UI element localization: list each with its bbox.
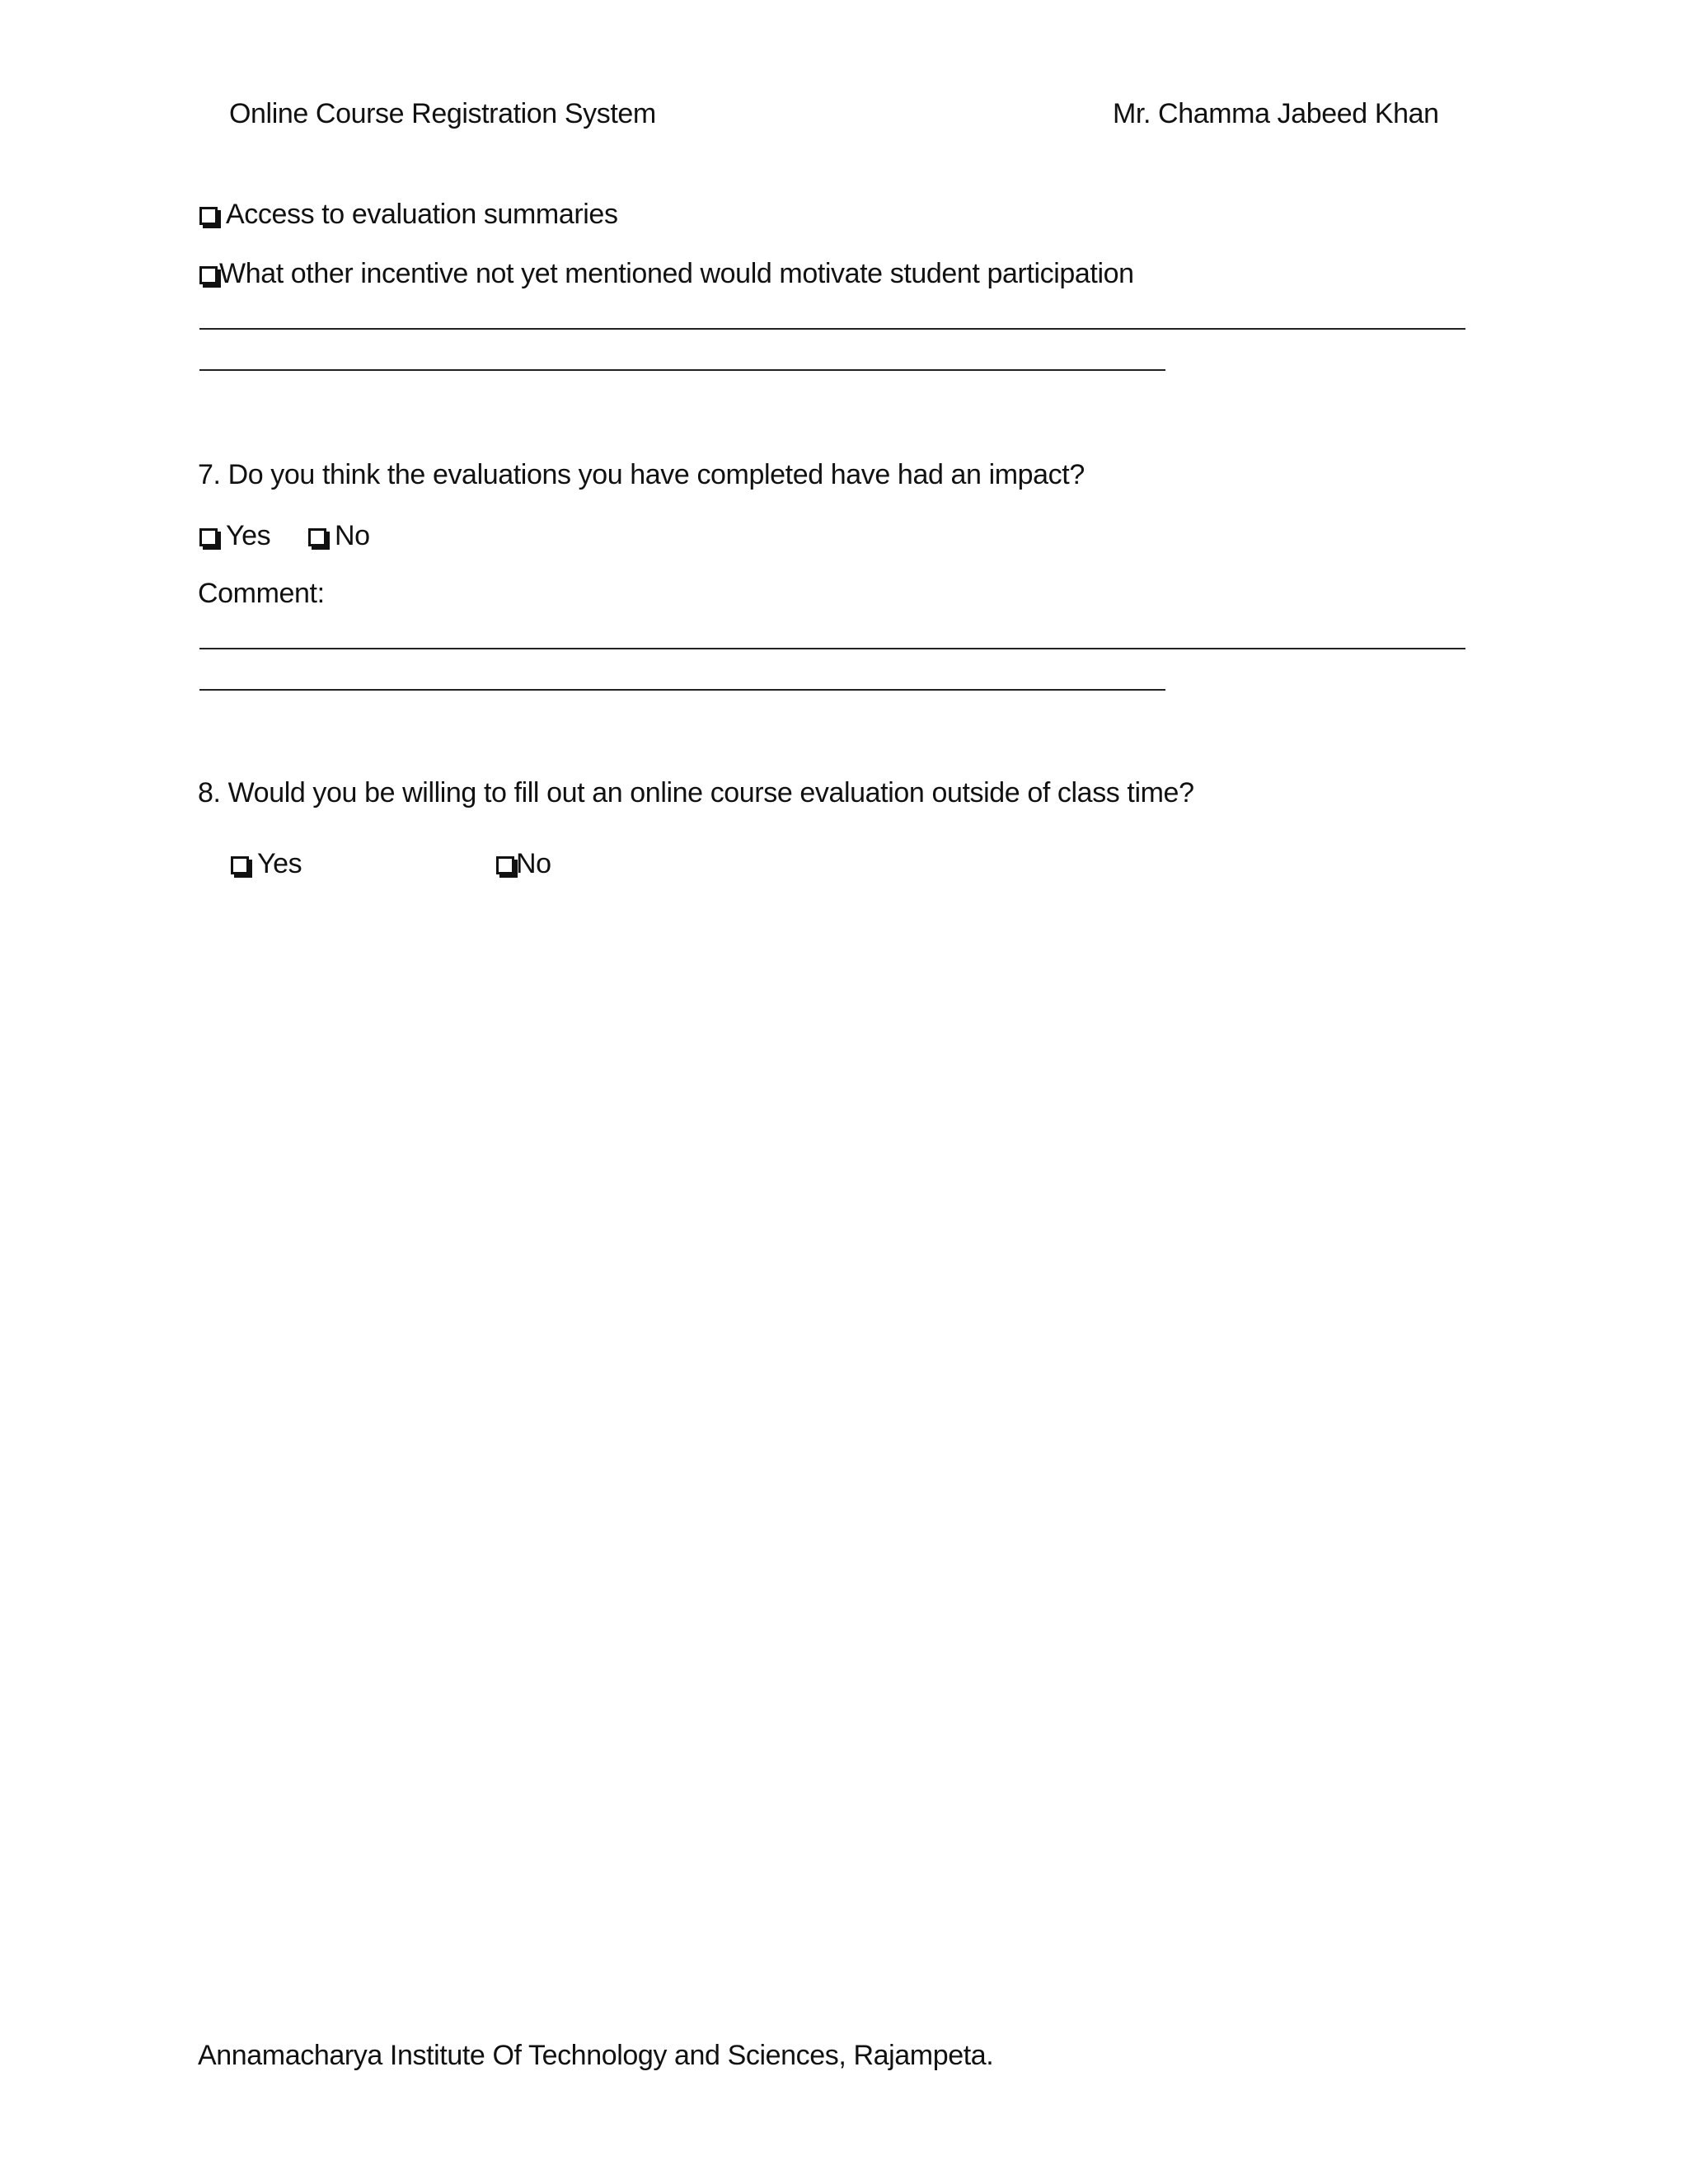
q7-yes-label: Yes bbox=[226, 520, 271, 551]
q7-no-label: No bbox=[335, 520, 370, 551]
comment-label: Comment: bbox=[198, 578, 325, 609]
answer-line[interactable] bbox=[199, 328, 1465, 330]
q8-no-label: No bbox=[516, 848, 551, 879]
incentive-option-access bbox=[199, 198, 618, 231]
q8-option-yes bbox=[231, 847, 302, 880]
question-7: 7. Do you think the evaluations you have completed have had an impact? bbox=[198, 459, 1085, 490]
comment-line[interactable] bbox=[199, 689, 1165, 691]
q7-option-no bbox=[308, 519, 370, 552]
checkbox-icon[interactable] bbox=[199, 266, 218, 284]
checkbox-icon[interactable] bbox=[308, 528, 326, 546]
incentive-option-other-label: What other incentive not yet mentioned would motivate student participation bbox=[219, 258, 1134, 289]
checkbox-icon[interactable] bbox=[231, 856, 249, 874]
document-title: Online Course Registration System bbox=[229, 98, 656, 129]
checkbox-icon[interactable] bbox=[496, 856, 514, 874]
footer-institution: Annamacharya Institute Of Technology and Sciences, Rajampeta. bbox=[198, 2040, 994, 2071]
answer-line[interactable] bbox=[199, 369, 1165, 371]
q8-yes-label: Yes bbox=[257, 848, 302, 879]
incentive-option-other bbox=[199, 257, 1134, 290]
q7-option-yes bbox=[199, 519, 270, 552]
q8-option-no bbox=[496, 847, 551, 880]
checkbox-icon[interactable] bbox=[199, 528, 218, 546]
checkbox-icon[interactable] bbox=[199, 207, 218, 225]
incentive-option-access-label: Access to evaluation summaries bbox=[226, 199, 618, 230]
comment-line[interactable] bbox=[199, 648, 1465, 649]
author-name: Mr. Chamma Jabeed Khan bbox=[1113, 98, 1439, 129]
question-8: 8. Would you be willing to fill out an online course evaluation outside of class time? bbox=[198, 777, 1194, 808]
